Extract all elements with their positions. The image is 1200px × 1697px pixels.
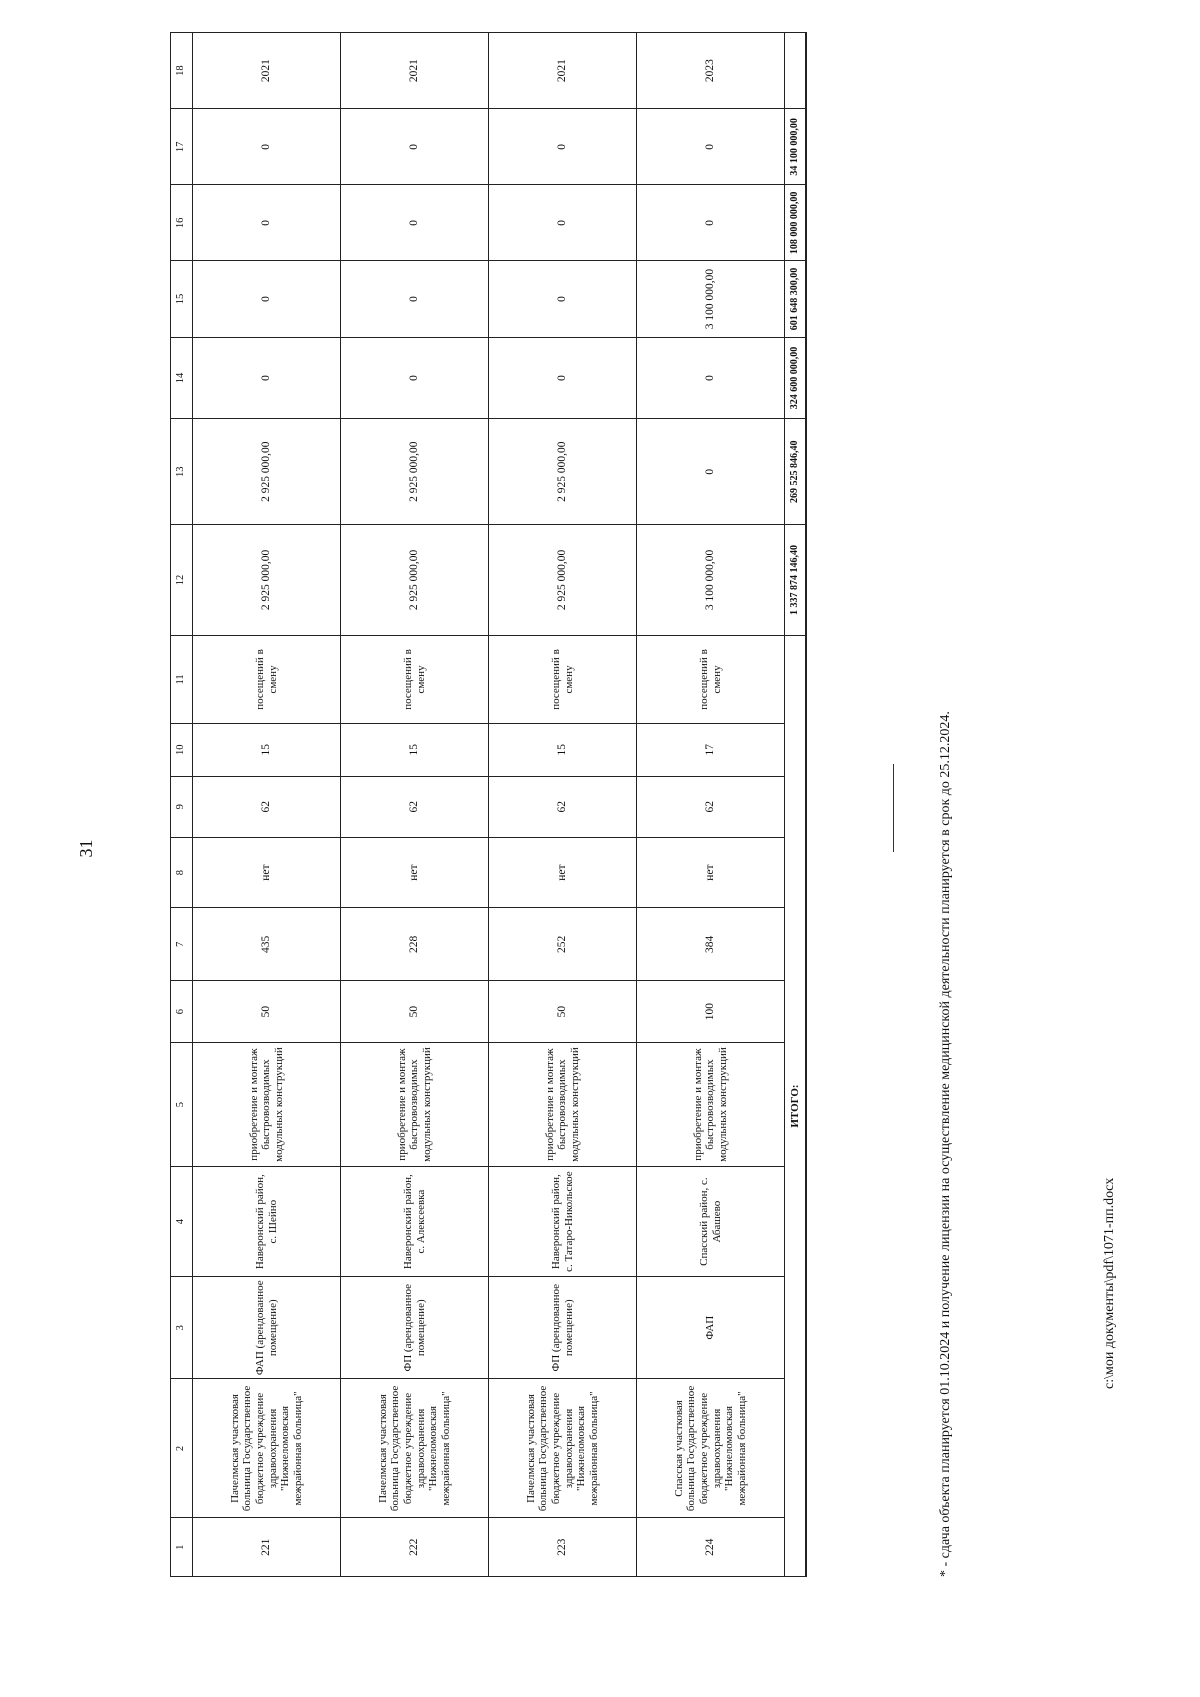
institution-cell: Пачелмская участковая больница Государственное бюджетное учреждение здравоохранения "Нижнеломовская межрайонная больница" [341, 1379, 489, 1518]
value-cell: 62 [341, 776, 489, 837]
value-cell: 17 [637, 723, 785, 776]
value-cell: 15 [193, 723, 341, 776]
amount-cell: 0 [637, 185, 785, 261]
value-cell: 50 [489, 981, 637, 1042]
page-number: 31 [76, 839, 96, 858]
value-cell: 435 [193, 908, 341, 981]
row-number: 222 [341, 1518, 489, 1577]
amount-cell: 2 925 000,00 [193, 524, 341, 635]
amount-cell: 2 925 000,00 [341, 524, 489, 635]
col-number: 18 [171, 33, 193, 109]
col-number: 12 [171, 524, 193, 635]
amount-cell: 0 [637, 337, 785, 419]
location-cell: Наверонский район, с. Шейно [193, 1167, 341, 1277]
unit-cell: посещений в смену [193, 636, 341, 724]
total-row [785, 33, 807, 1577]
object-type-cell: ФАП (арендованное помещение) [193, 1277, 341, 1379]
col-number: 11 [171, 636, 193, 724]
work-type-cell: приобретение и монтаж быстровозводимых модульных конструкций [193, 1042, 341, 1166]
col-number: 17 [171, 109, 193, 185]
table-row [341, 33, 489, 1577]
amount-cell: 2 925 000,00 [489, 524, 637, 635]
col-number: 5 [171, 1042, 193, 1166]
col-number: 7 [171, 908, 193, 981]
amount-cell: 0 [341, 261, 489, 337]
work-type-cell: приобретение и монтаж быстровозводимых модульных конструкций [341, 1042, 489, 1166]
row-number: 221 [193, 1518, 341, 1577]
location-cell: Спасский район, с. Абашево [637, 1167, 785, 1277]
year-cell: 2021 [193, 33, 341, 109]
file-path: c:\мои документы\pdf\1071-пп.docx [1102, 1177, 1117, 1389]
col-number: 10 [171, 723, 193, 776]
institution-cell: Пачелмская участковая больница Государственное бюджетное учреждение здравоохранения "Нижнеломовская межрайонная больница" [489, 1379, 637, 1518]
amount-cell: 0 [341, 185, 489, 261]
facilities-table [170, 32, 807, 1577]
amount-cell: 0 [637, 109, 785, 185]
value-cell: нет [637, 838, 785, 908]
footnote-divider [893, 764, 894, 852]
work-type-cell: приобретение и монтаж быстровозводимых модульных конструкций [489, 1042, 637, 1166]
amount-cell: 3 100 000,00 [637, 261, 785, 337]
value-cell: 62 [193, 776, 341, 837]
col-number: 8 [171, 838, 193, 908]
col-number: 4 [171, 1167, 193, 1277]
year-cell: 2021 [341, 33, 489, 109]
value-cell: нет [341, 838, 489, 908]
amount-cell: 0 [193, 109, 341, 185]
unit-cell: посещений в смену [489, 636, 637, 724]
object-type-cell: ФАП [637, 1277, 785, 1379]
col-number: 16 [171, 185, 193, 261]
total-empty-cell [785, 33, 807, 109]
total-amount: 1 337 874 146,40 [785, 524, 807, 635]
value-cell: 384 [637, 908, 785, 981]
col-number: 15 [171, 261, 193, 337]
row-number: 224 [637, 1518, 785, 1577]
total-amount: 34 100 000,00 [785, 109, 807, 185]
value-cell: 62 [637, 776, 785, 837]
table-row [193, 33, 341, 1577]
total-amount: 108 000 000,00 [785, 185, 807, 261]
col-number: 14 [171, 337, 193, 419]
column-numbers-row [171, 33, 193, 1577]
institution-cell: Пачелмская участковая больница Государственное бюджетное учреждение здравоохранения "Нижнеломовская межрайонная больница" [193, 1379, 341, 1518]
unit-cell: посещений в смену [637, 636, 785, 724]
work-type-cell: приобретение и монтаж быстровозводимых модульных конструкций [637, 1042, 785, 1166]
object-type-cell: ФП (арендованное помещение) [341, 1277, 489, 1379]
amount-cell: 0 [341, 109, 489, 185]
value-cell: 15 [489, 723, 637, 776]
year-cell: 2021 [489, 33, 637, 109]
total-amount: 601 648 300,00 [785, 261, 807, 337]
value-cell: 50 [341, 981, 489, 1042]
col-number: 6 [171, 981, 193, 1042]
amount-cell: 0 [341, 337, 489, 419]
amount-cell: 0 [489, 109, 637, 185]
total-label: ИТОГО: [785, 636, 807, 1577]
amount-cell: 0 [489, 337, 637, 419]
row-number: 223 [489, 1518, 637, 1577]
total-amount: 324 600 000,00 [785, 337, 807, 419]
total-amount: 269 525 846,40 [785, 419, 807, 524]
amount-cell: 2 925 000,00 [489, 419, 637, 524]
location-cell: Наверонский район, с. Алексеевка [341, 1167, 489, 1277]
table-row [637, 33, 785, 1577]
footnote: * - сдача объекта планируется 01.10.2024 и получение лицензии на осуществление медицинской деятельности планируется в срок до 25.12.2024. [938, 711, 953, 1577]
value-cell: 228 [341, 908, 489, 981]
amount-cell: 2 925 000,00 [193, 419, 341, 524]
object-type-cell: ФП (арендованное помещение) [489, 1277, 637, 1379]
table-row [489, 33, 637, 1577]
location-cell: Наверонский район, с. Татаро-Никольское [489, 1167, 637, 1277]
amount-cell: 3 100 000,00 [637, 524, 785, 635]
institution-cell: Спасская участковая больница Государственное бюджетное учреждение здравоохранения "Нижнеломовская межрайонная больница" [637, 1379, 785, 1518]
amount-cell: 0 [193, 185, 341, 261]
value-cell: 50 [193, 981, 341, 1042]
value-cell: 100 [637, 981, 785, 1042]
value-cell: 62 [489, 776, 637, 837]
unit-cell: посещений в смену [341, 636, 489, 724]
value-cell: 15 [341, 723, 489, 776]
year-cell: 2023 [637, 33, 785, 109]
value-cell: нет [193, 838, 341, 908]
col-number: 13 [171, 419, 193, 524]
amount-cell: 0 [193, 261, 341, 337]
col-number: 3 [171, 1277, 193, 1379]
amount-cell: 0 [193, 337, 341, 419]
col-number: 1 [171, 1518, 193, 1577]
value-cell: 252 [489, 908, 637, 981]
col-number: 9 [171, 776, 193, 837]
amount-cell: 0 [489, 185, 637, 261]
amount-cell: 0 [637, 419, 785, 524]
value-cell: нет [489, 838, 637, 908]
col-number: 2 [171, 1379, 193, 1518]
amount-cell: 0 [489, 261, 637, 337]
amount-cell: 2 925 000,00 [341, 419, 489, 524]
